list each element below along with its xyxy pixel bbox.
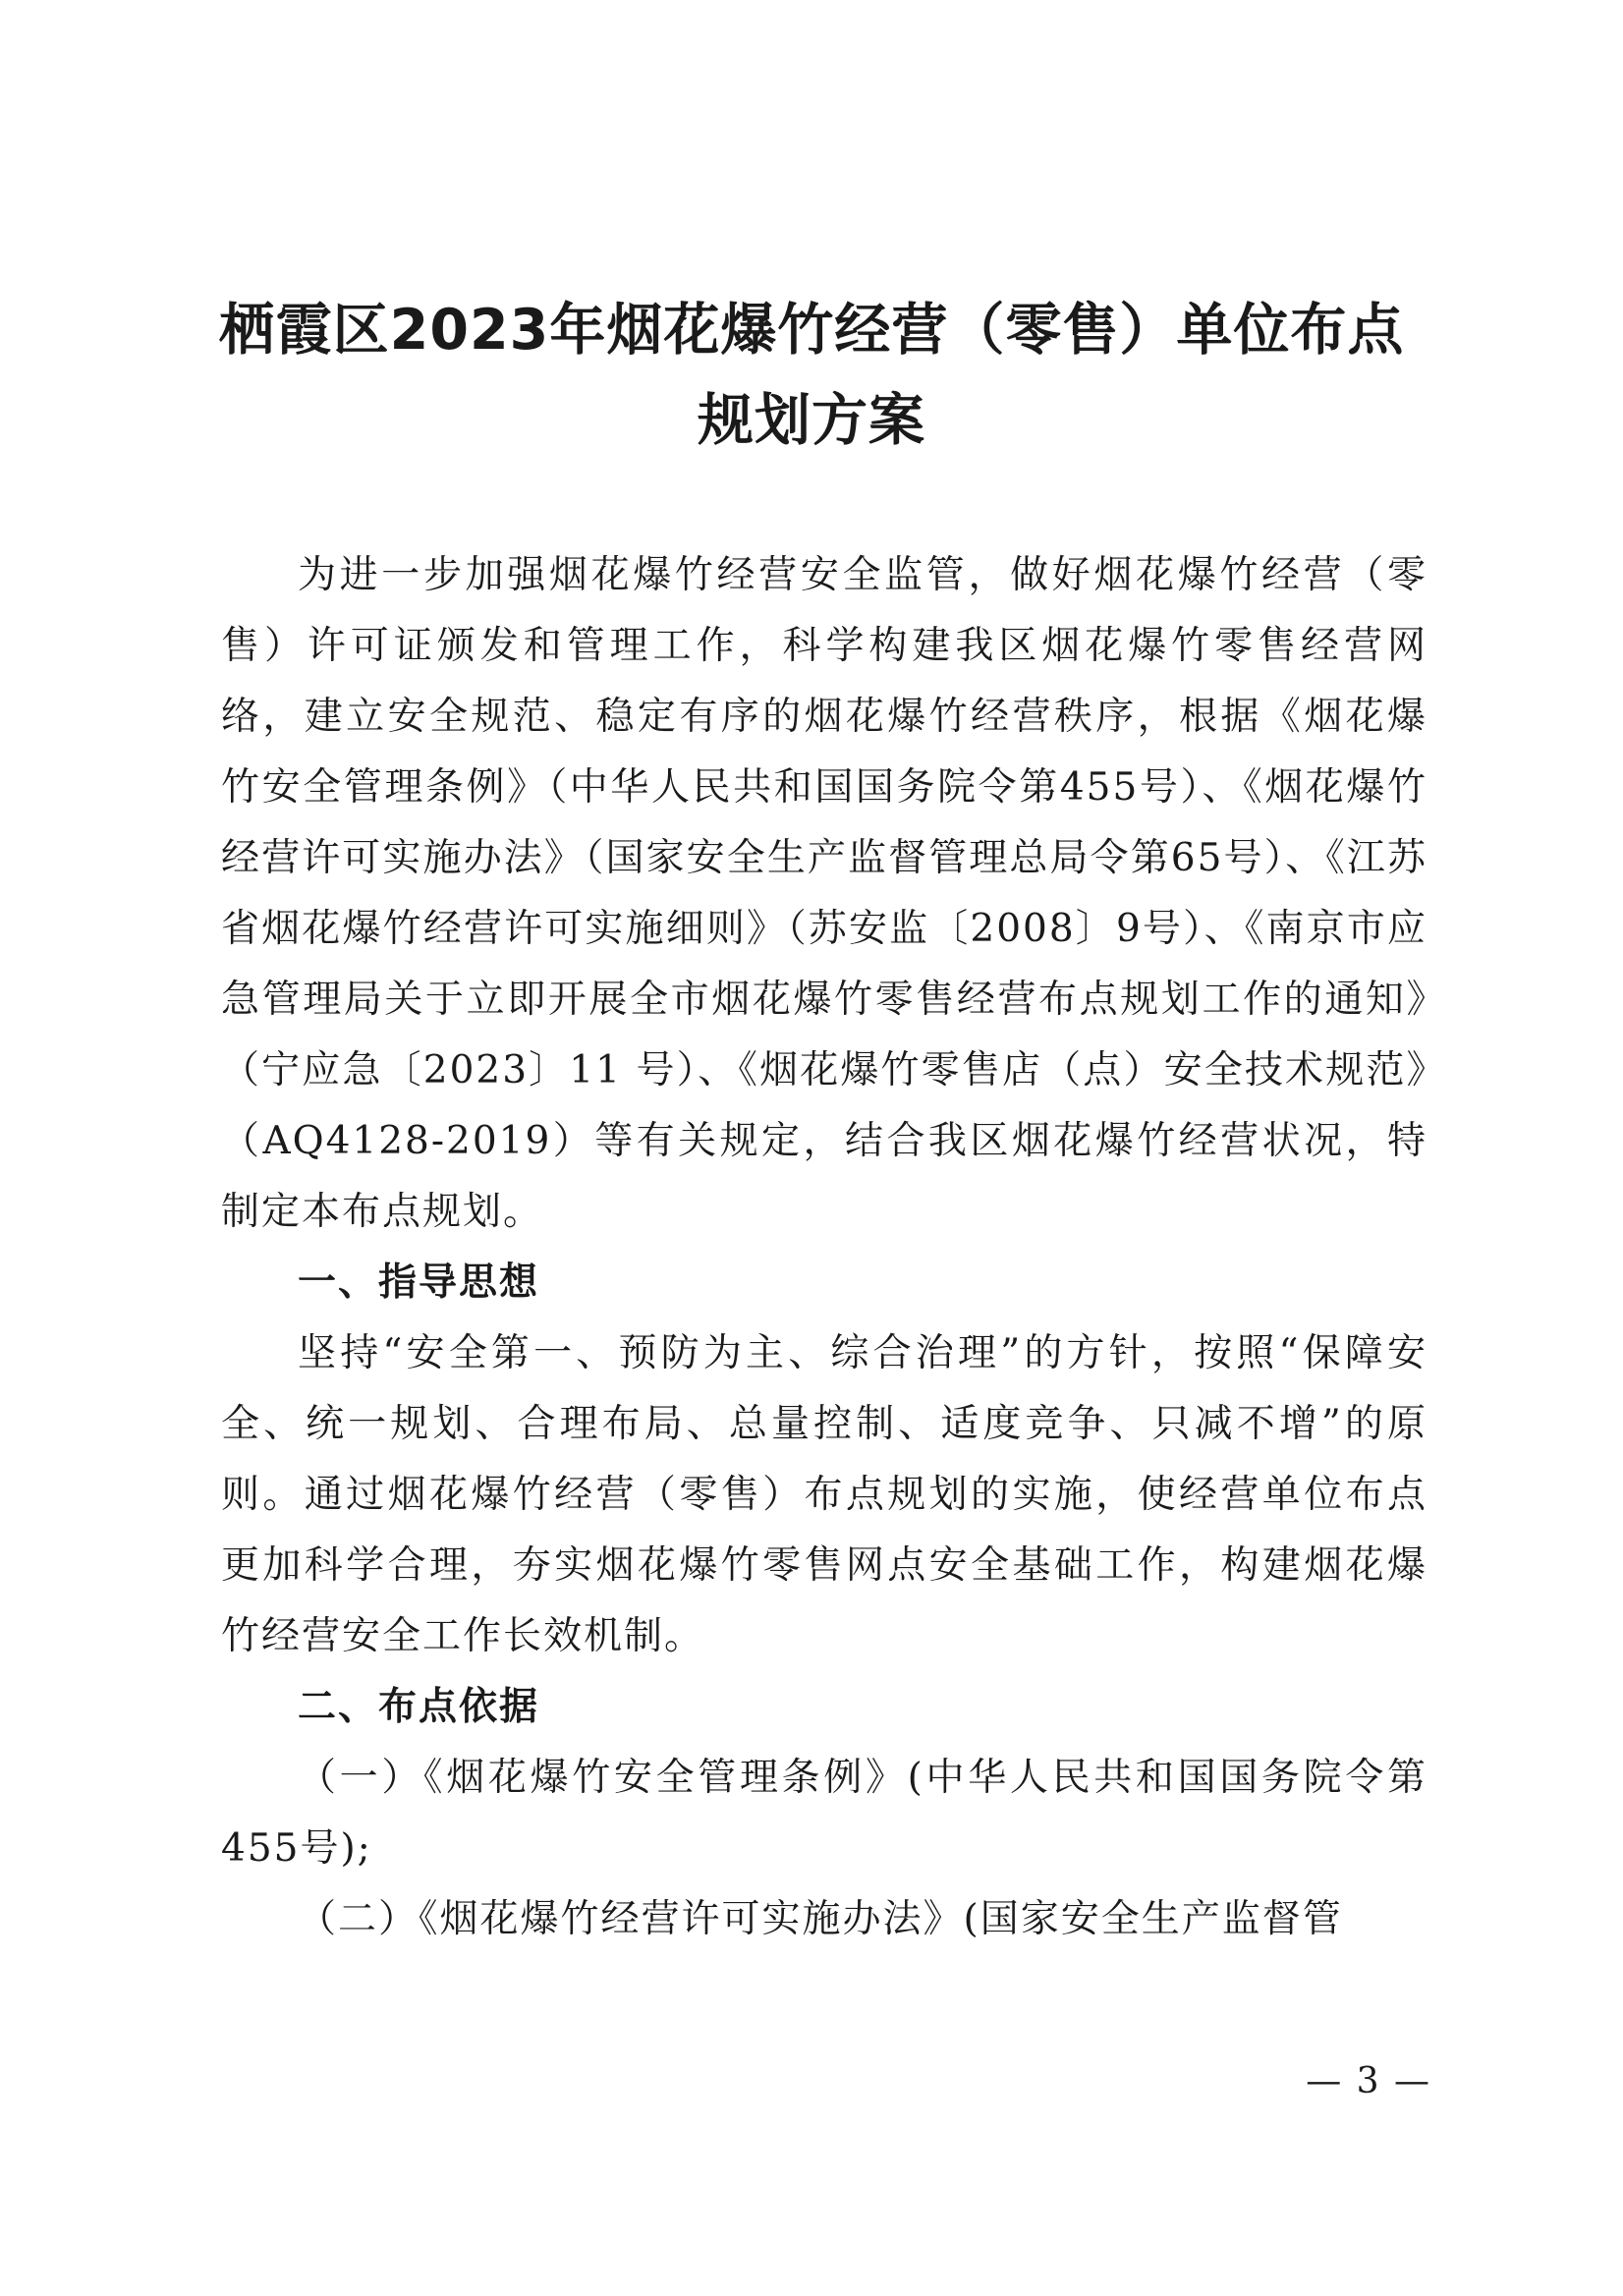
page-number: — 3 — <box>1306 2061 1431 2101</box>
basis-item-1: （一）《烟花爆竹安全管理条例》(中华人民共和国国务院令第455号); <box>221 1756 1427 1871</box>
section-heading-guiding-principle: 一、指导思想 <box>298 1260 540 1305</box>
guiding-principle-paragraph: 坚持“安全第一、预防为主、综合治理”的方针，按照“保障安全、统一规划、合理布局、总量控制、适度竞争、只减不增”的原则。通过烟花爆竹经营（零售）布点规划的实施，使经营单位布点更加科学合理，夯实烟花爆竹零售网点安全基础工作，构建烟花爆竹经营安全工作长效机制。 <box>221 1331 1427 1658</box>
document-title <box>196 285 1427 466</box>
basis-item-2: （二）《烟花爆竹经营许可实施办法》(国家安全生产监督管 <box>298 1897 1343 1941</box>
intro-paragraph: 为进一步加强烟花爆竹经营安全监管，做好烟花爆竹经营（零售）许可证颁发和管理工作，科学构建我区烟花爆竹零售经营网络，建立安全规范、稳定有序的烟花爆竹经营秩序，根据《烟花爆竹安全管理条例》（中华人民共和国国务院令第455号）、《烟花爆竹经营许可实施办法》（国家安全生产监督管理总局令第65号）、《江苏省烟花爆竹经营许可实施细则》（苏安监〔2008〕9号）、《南京市应急管理局关于立即开展全市烟花爆竹零售经营布点规划工作的通知》（宁应急〔2023〕11 号）、《烟花爆竹零售店（点）安全技术规范》（AQ4128-2019）等有关规定，结合我区烟花爆竹经营状况，特制定本布点规划。 <box>221 553 1427 1234</box>
section-heading-basis: 二、布点依据 <box>298 1685 540 1729</box>
title-line-2: 规划方案 <box>698 388 925 453</box>
title-line-1: 栖霞区2023年烟花爆竹经营（零售）单位布点 <box>218 298 1405 363</box>
document-body <box>221 540 1427 1955</box>
